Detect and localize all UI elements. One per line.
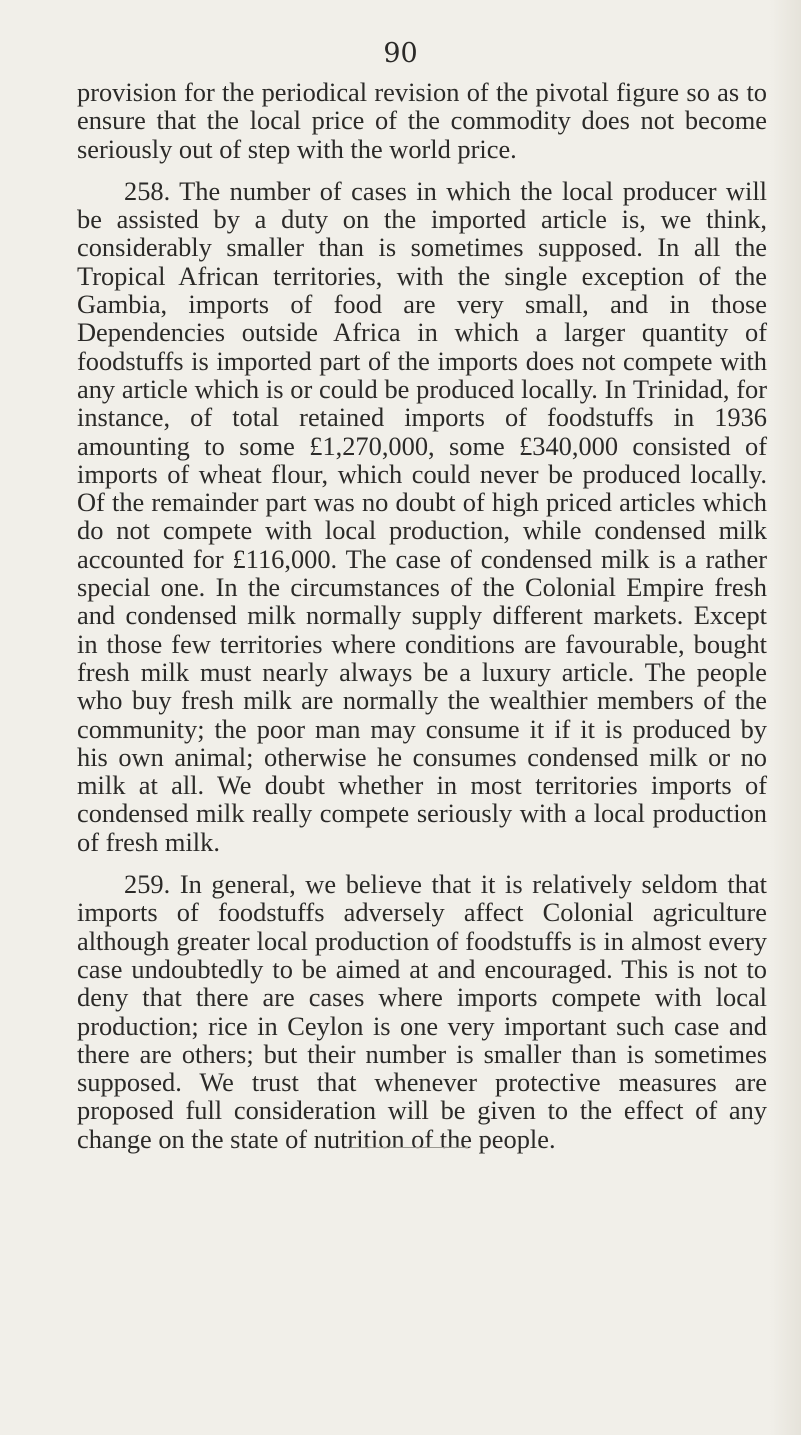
section-divider: [350, 1147, 468, 1148]
paragraph-259: 259. In general, we believe that it is relatively seldom that imports of foodstuffs adversely affect Colonial agriculture although greater local production of foodstuffs is in almost every case undoubtedly to be aimed at and encouraged. This is not to deny that there are cases where imports compete with local production; rice in Ceylon is one very important such case and there are others; but their number is smaller than is sometimes supposed. We trust that whenever protective measures are proposed full consideration will be given to the effect of any change on the state of nutrition of the people.: [77, 869, 767, 1154]
paragraph-258: 258. The number of cases in which the local producer will be assisted by a duty on the imported article is, we think, considerably smaller than is sometimes supposed. In all the Tropical African territories, with the single exception of the Gambia, imports of food are very small, and in those Dependencies outside Africa in which a larger quantity of foodstuffs is imported part of the imports does not compete with any article which is or could be produced locally. In Trinidad, for instance, of total retained imports of foodstuffs in 1936 amounting to some £1,270,000, some £340,000 consisted of imports of wheat flour, which could never be produced locally. Of the remainder part was no doubt of high priced articles which do not compete with local production, while condensed milk accounted for £116,000. The case of condensed milk is a rather special one. In the circumstances of the Colonial Empire fresh and condensed milk normally supply different markets. Except in those few territories where conditions are favourable, bought fresh milk must nearly always be a luxury article. The people who buy fresh milk are normally the wealthier members of the community; the poor man may consume it if it is produced by his own animal; otherwise he consumes condensed milk or no milk at all. We doubt whether in most territories imports of condensed milk really compete seriously with a local production of fresh milk.: [77, 175, 767, 857]
paragraph-continuation: provision for the periodical revision of the pivotal figure so as to ensure that the local price of the commodity does not become seriously out of step with the world price.: [77, 77, 767, 164]
page-number: 90: [383, 38, 418, 69]
body-text: [77, 78, 767, 1153]
